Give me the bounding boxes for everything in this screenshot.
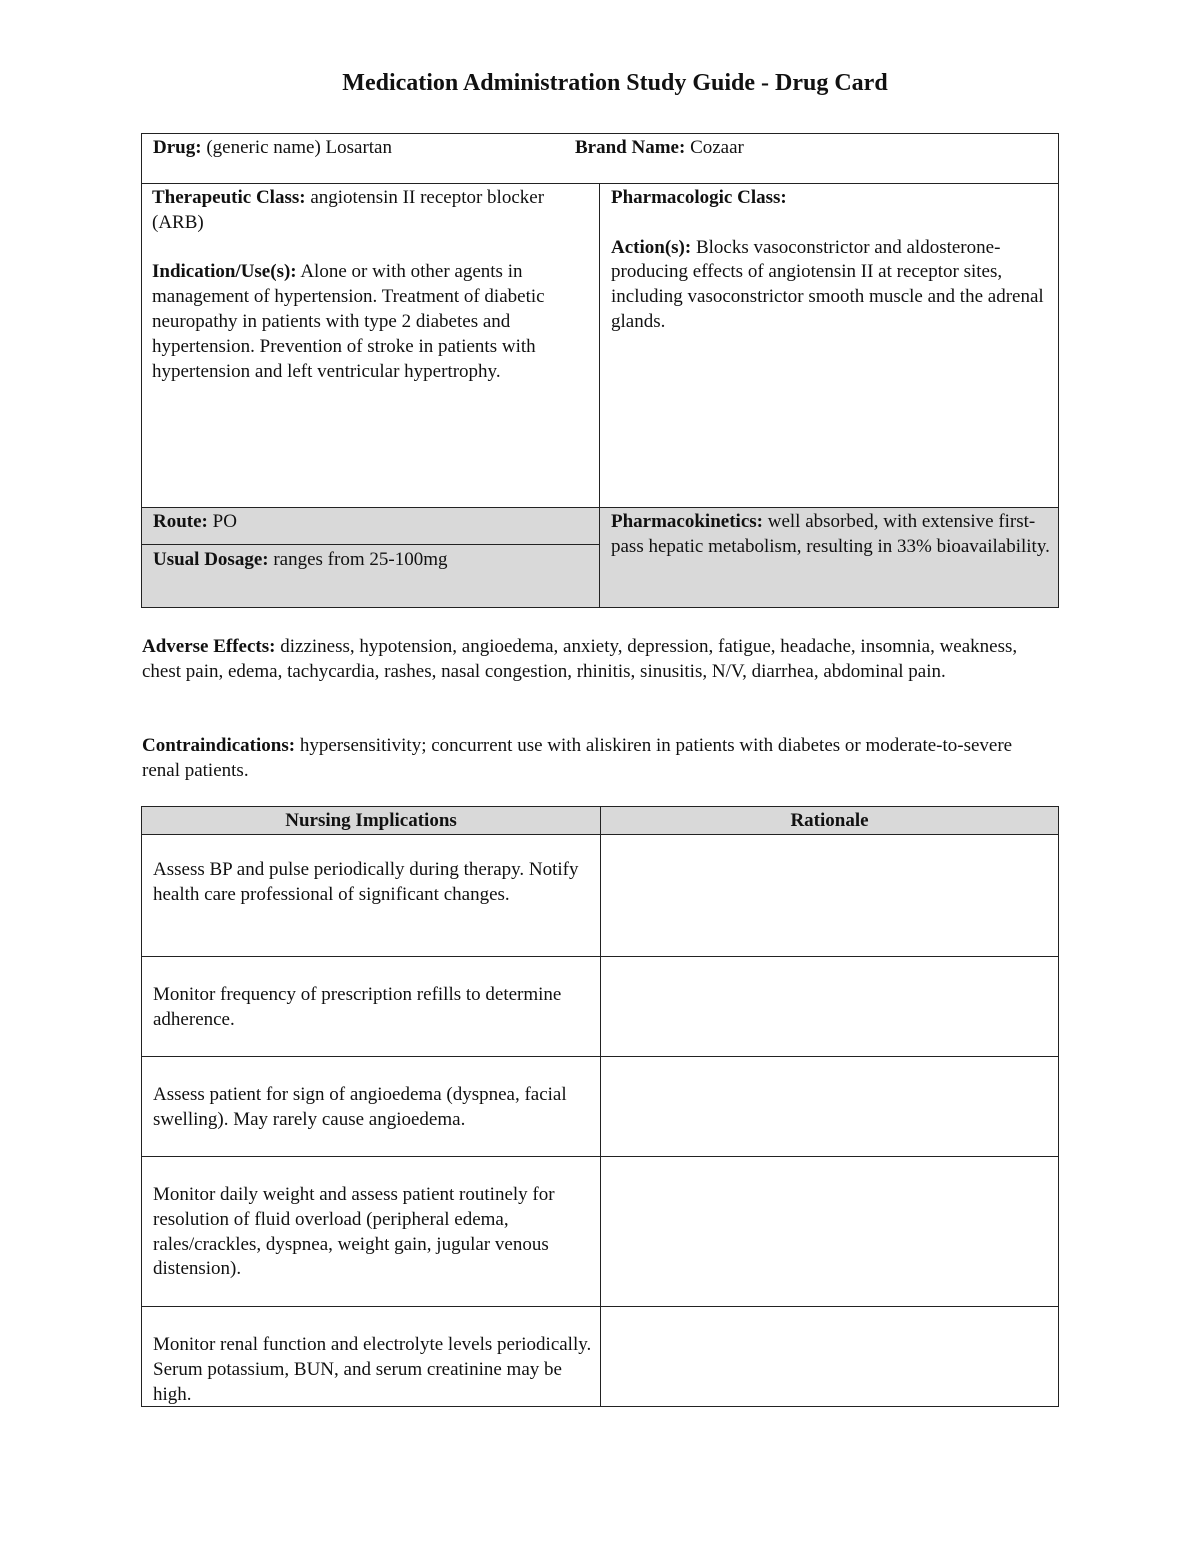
adverse-effects <box>142 635 1052 685</box>
action-value: Blocks vasoconstrictor and aldosterone-producing effects of angiotensin II at receptor sites, including vasoconstrictor smooth muscle and the adrenal glands. <box>611 236 1044 332</box>
therapeutic-value: angiotensin II receptor blocker (ARB) <box>152 187 545 233</box>
action <box>611 236 1051 335</box>
action-label: Action(s): <box>611 236 692 258</box>
pharmacokinetics-label: Pharmacokinetics: <box>611 511 763 532</box>
pharmacologic-action-cell <box>611 186 1051 335</box>
contraindications-label: Contraindications: <box>142 735 296 756</box>
header-nursing-implications: Nursing Implications <box>285 810 457 831</box>
dosage-value: ranges from 25-100mg <box>273 549 448 570</box>
pharmacokinetics-cell <box>611 510 1051 560</box>
table-row-5-implication: Monitor renal function and electrolyte levels periodically. Serum potassium, BUN, and serum creatinine may be high. <box>153 1334 592 1405</box>
brand-value: Cozaar <box>690 137 744 158</box>
dosage-cell <box>153 548 593 573</box>
table-row-3-implication: Assess patient for sign of angioedema (dyspnea, facial swelling). May rarely cause angioedema. <box>153 1084 567 1130</box>
brand-cell <box>575 136 1045 161</box>
drug-cell <box>153 136 573 161</box>
therapeutic-indication-cell <box>152 186 592 384</box>
page-title: Medication Administration Study Guide - Drug Card <box>342 70 888 96</box>
table-row-2-implication: Monitor frequency of prescription refills to determine adherence. <box>153 984 562 1030</box>
contraindications <box>142 734 1052 784</box>
contraindications-value: hypersensitivity; concurrent use with aliskiren in patients with diabetes or moderate-to-severe renal patients. <box>142 735 1013 781</box>
drug-label: Drug: <box>153 137 202 158</box>
header-rationale: Rationale <box>790 810 869 831</box>
table-row-1-implication: Assess BP and pulse periodically during therapy. Notify health care professional of significant changes. <box>153 859 579 905</box>
pharmacologic-label: Pharmacologic Class: <box>611 187 787 208</box>
indication-label: Indication/Use(s): <box>152 261 297 283</box>
therapeutic-class <box>152 186 592 236</box>
adverse-value: dizziness, hypotension, angioedema, anxiety, depression, fatigue, headache, insomnia, weakness, chest pain, edema, tachycardia, rashes, nasal congestion, rhinitis, sinusitis, N/V, diarrhea, abdominal pain. <box>142 636 1018 682</box>
route-cell <box>153 510 593 535</box>
brand-label: Brand Name: <box>575 137 686 158</box>
route-value: PO <box>212 511 237 532</box>
table-row-4-implication: Monitor daily weight and assess patient routinely for resolution of fluid overload (peripheral edema, rales/crackles, dyspnea, weight gain, jugular venous distension). <box>153 1184 555 1280</box>
therapeutic-label: Therapeutic Class: <box>152 187 306 208</box>
indication-value: Alone or with other agents in management of hypertension. Treatment of diabetic neuropathy in patients with type 2 diabetes and hypertension. Prevention of stroke in patients with hypertension and left ventricular hypertrophy. <box>152 261 545 382</box>
drug-value: (generic name) Losartan <box>206 137 392 158</box>
indication <box>152 260 592 384</box>
route-label: Route: <box>153 511 208 532</box>
pharmacologic-class <box>611 186 1051 211</box>
pharmacokinetics-value: well absorbed, with extensive first-pass hepatic metabolism, resulting in 33% bioavailability. <box>611 511 1050 557</box>
dosage-label: Usual Dosage: <box>153 549 269 570</box>
adverse-label: Adverse Effects: <box>142 636 276 657</box>
